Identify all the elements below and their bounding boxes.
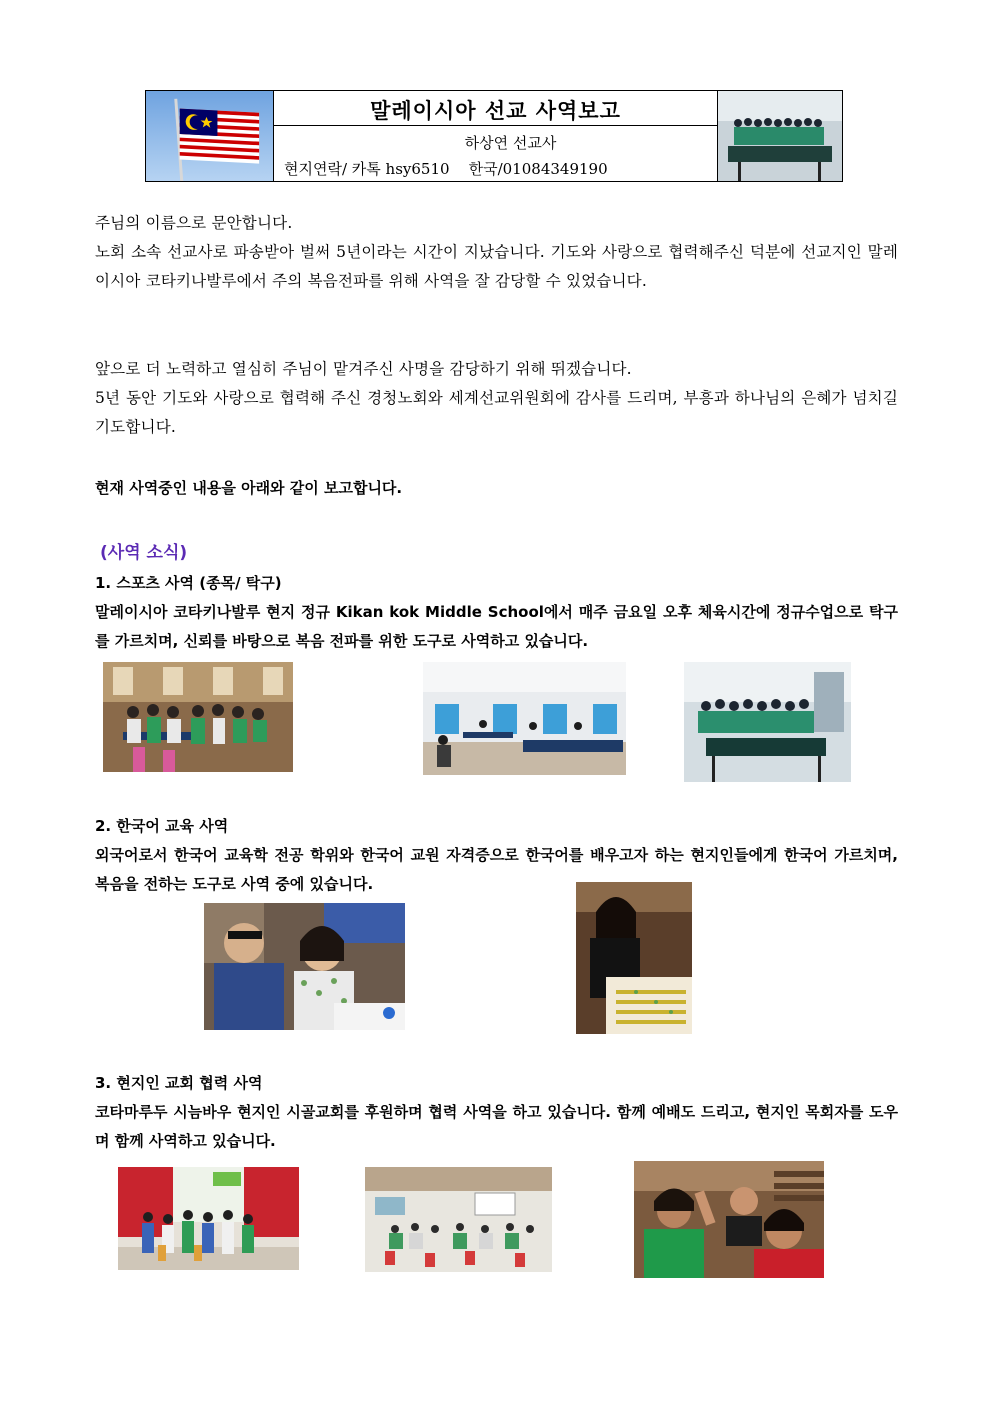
greeting-line: 주님의 이름으로 문안합니다. (95, 214, 293, 232)
intro-paragraph: 노회 소속 선교사로 파송받아 벌써 5년이라는 시간이 지났습니다. 기도와 사랑으로 협력해주신 덕분에 선교지인 말레이시아 코타키나발루에서 주의 복음전파를 위해 사역을 잘 감당할 수 있었습니다. (95, 243, 898, 290)
contact-info: 현지연락/ 카톡 hsy6510 한국/01084349190 (284, 160, 608, 178)
report-header (145, 90, 843, 182)
commitment-line: 앞으로 더 노력하고 열심히 주님이 맡겨주신 사명을 감당하기 위해 뛰겠습니다. (95, 360, 632, 378)
report-title: 말레이시아 선교 사역보고 (370, 99, 621, 123)
photo-table-tennis-class (423, 662, 626, 775)
section-body-sports: 말레이시아 코타키나발루 현지 정규 Kikan kok Middle School에서 매주 금요일 오후 체육시간에 정규수업으로 탁구를 가르치며, 신뢰를 바탕으로 복음 전파를 위한 도구로 사역하고 있습니다. (95, 603, 898, 650)
header-info (274, 91, 718, 181)
missionary-name: 하상연 선교사 (464, 134, 557, 152)
photo-sports-group (103, 662, 293, 772)
section-body-church: 코타마루두 시늠바우 현지인 시골교회를 후원하며 협력 사역을 하고 있습니다. 함께 예배도 드리고, 현지인 목회자를 도우며 함께 사역하고 있습니다. (95, 1103, 898, 1150)
title-divider (274, 125, 717, 126)
report-intro-line: 현재 사역중인 내용을 아래와 같이 보고합니다. (95, 479, 403, 497)
photo-church-worship (634, 1161, 824, 1278)
commitment (95, 355, 898, 442)
photo-team-table (684, 662, 851, 782)
section-title-church: 3. 현지인 교회 협력 사역 (95, 1074, 263, 1092)
photo-korean-lesson-selfie (204, 903, 405, 1030)
section-body-korean: 외국어로서 한국어 교육학 전공 학위와 한국어 교원 자격증으로 한국어를 배우고자 하는 현지인들에게 한국어 가르치며, 복음을 전하는 도구로 사역 중에 있습니다. (95, 846, 898, 893)
section-title-korean: 2. 한국어 교육 사역 (95, 817, 229, 835)
news-heading: (사역 소식) (100, 543, 188, 563)
photo-church-service (365, 1167, 552, 1272)
header-team-photo (718, 91, 842, 181)
photo-church-group (118, 1167, 299, 1270)
section-title-sports: 1. 스포츠 사역 (종목/ 탁구) (95, 574, 282, 592)
thanks-paragraph: 5년 동안 기도와 사랑으로 협력해 주신 경청노회와 세계선교위원회에 감사를 드리며, 부흥과 하나님의 은혜가 넘치길 기도합니다. (95, 389, 898, 436)
photo-korean-student (576, 882, 692, 1034)
malaysia-flag-icon (146, 91, 274, 181)
greeting (95, 209, 898, 296)
